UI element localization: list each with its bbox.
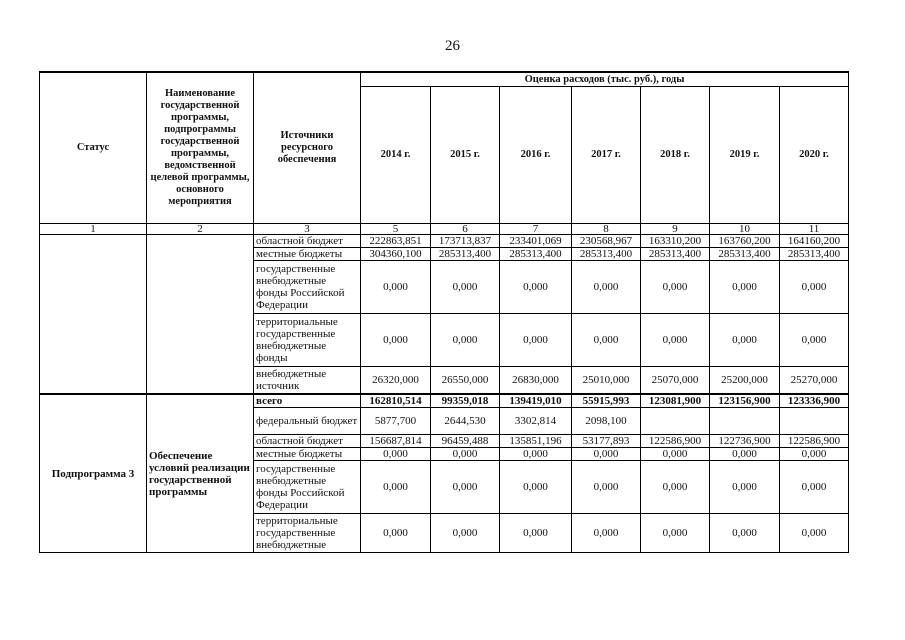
amount-cell: 163310,200 bbox=[641, 235, 710, 248]
header-year: 2015 г. bbox=[431, 87, 500, 224]
amount-cell: 25200,000 bbox=[710, 367, 780, 395]
amount-cell: 0,000 bbox=[361, 461, 431, 514]
funding-source-cell: государственные внебюджетные фонды Российской Федерации bbox=[254, 461, 361, 514]
amount-cell: 0,000 bbox=[431, 461, 500, 514]
funding-source-cell: государственные внебюджетные фонды Российской Федерации bbox=[254, 261, 361, 314]
amount-cell: 0,000 bbox=[500, 448, 572, 461]
amount-cell: 0,000 bbox=[500, 314, 572, 367]
table-row bbox=[40, 394, 849, 408]
column-number: 3 bbox=[254, 224, 361, 235]
column-number: 11 bbox=[780, 224, 849, 235]
status-cell: Подпрограмма 3 bbox=[40, 394, 147, 553]
amount-cell: 285313,400 bbox=[572, 248, 641, 261]
column-number: 7 bbox=[500, 224, 572, 235]
amount-cell: 285313,400 bbox=[431, 248, 500, 261]
amount-cell: 0,000 bbox=[710, 448, 780, 461]
status-cell bbox=[40, 235, 147, 395]
column-number: 6 bbox=[431, 224, 500, 235]
funding-source-cell: областной бюджет bbox=[254, 435, 361, 448]
amount-cell: 0,000 bbox=[710, 514, 780, 553]
amount-cell: 285313,400 bbox=[780, 248, 849, 261]
amount-cell: 53177,893 bbox=[572, 435, 641, 448]
funding-source-cell: всего bbox=[254, 394, 361, 408]
amount-cell: 123336,900 bbox=[780, 394, 849, 408]
header-program-name: Наименование государственной программы, подпрограммы государственной программы, ведомственной целевой программы, основного мероприятия bbox=[147, 72, 254, 224]
amount-cell: 0,000 bbox=[780, 514, 849, 553]
amount-cell: 25010,000 bbox=[572, 367, 641, 395]
amount-cell: 222863,851 bbox=[361, 235, 431, 248]
amount-cell: 285313,400 bbox=[500, 248, 572, 261]
amount-cell: 162810,514 bbox=[361, 394, 431, 408]
amount-cell: 2644,530 bbox=[431, 408, 500, 435]
amount-cell: 0,000 bbox=[431, 314, 500, 367]
column-number: 1 bbox=[40, 224, 147, 235]
amount-cell: 123156,900 bbox=[710, 394, 780, 408]
header-year: 2017 г. bbox=[572, 87, 641, 224]
amount-cell: 304360,100 bbox=[361, 248, 431, 261]
amount-cell: 0,000 bbox=[431, 261, 500, 314]
header-resource-source: Источники ресурсного обеспечения bbox=[254, 72, 361, 224]
amount-cell: 26830,000 bbox=[500, 367, 572, 395]
funding-source-cell: территориальные государственные внебюджетные фонды bbox=[254, 314, 361, 367]
amount-cell: 0,000 bbox=[780, 448, 849, 461]
amount-cell: 3302,814 bbox=[500, 408, 572, 435]
column-number: 8 bbox=[572, 224, 641, 235]
amount-cell: 0,000 bbox=[361, 514, 431, 553]
amount-cell: 0,000 bbox=[500, 461, 572, 514]
column-number: 5 bbox=[361, 224, 431, 235]
amount-cell: 122586,900 bbox=[780, 435, 849, 448]
program-name-cell: Обеспечение условий реализации государственной программы bbox=[147, 394, 254, 553]
amount-cell bbox=[641, 408, 710, 435]
amount-cell: 0,000 bbox=[641, 314, 710, 367]
amount-cell: 0,000 bbox=[361, 448, 431, 461]
amount-cell: 0,000 bbox=[572, 448, 641, 461]
table-row bbox=[40, 235, 849, 248]
amount-cell: 156687,814 bbox=[361, 435, 431, 448]
amount-cell: 0,000 bbox=[780, 314, 849, 367]
amount-cell: 163760,200 bbox=[710, 235, 780, 248]
amount-cell bbox=[780, 408, 849, 435]
amount-cell: 25270,000 bbox=[780, 367, 849, 395]
amount-cell: 55915,993 bbox=[572, 394, 641, 408]
funding-source-cell: территориальные государственные внебюджетные bbox=[254, 514, 361, 553]
funding-source-cell: местные бюджеты bbox=[254, 248, 361, 261]
amount-cell: 0,000 bbox=[572, 314, 641, 367]
amount-cell: 0,000 bbox=[710, 261, 780, 314]
amount-cell: 173713,837 bbox=[431, 235, 500, 248]
header-expense-estimate: Оценка расходов (тыс. руб.), годы bbox=[361, 72, 849, 87]
amount-cell: 0,000 bbox=[780, 261, 849, 314]
budget-table bbox=[39, 71, 849, 553]
amount-cell: 285313,400 bbox=[710, 248, 780, 261]
amount-cell: 0,000 bbox=[641, 448, 710, 461]
amount-cell: 0,000 bbox=[361, 261, 431, 314]
funding-source-cell: областной бюджет bbox=[254, 235, 361, 248]
header-year: 2019 г. bbox=[710, 87, 780, 224]
amount-cell: 123081,900 bbox=[641, 394, 710, 408]
amount-cell: 230568,967 bbox=[572, 235, 641, 248]
amount-cell: 285313,400 bbox=[641, 248, 710, 261]
amount-cell: 135851,196 bbox=[500, 435, 572, 448]
amount-cell: 0,000 bbox=[500, 514, 572, 553]
header-year: 2014 г. bbox=[361, 87, 431, 224]
amount-cell: 164160,200 bbox=[780, 235, 849, 248]
amount-cell: 0,000 bbox=[572, 461, 641, 514]
column-number: 9 bbox=[641, 224, 710, 235]
amount-cell: 26320,000 bbox=[361, 367, 431, 395]
header-status: Статус bbox=[40, 72, 147, 224]
amount-cell: 0,000 bbox=[780, 461, 849, 514]
amount-cell: 139419,010 bbox=[500, 394, 572, 408]
funding-source-cell: местные бюджеты bbox=[254, 448, 361, 461]
header-year: 2018 г. bbox=[641, 87, 710, 224]
amount-cell: 122736,900 bbox=[710, 435, 780, 448]
amount-cell: 26550,000 bbox=[431, 367, 500, 395]
amount-cell: 233401,069 bbox=[500, 235, 572, 248]
column-number: 2 bbox=[147, 224, 254, 235]
amount-cell: 0,000 bbox=[641, 461, 710, 514]
page-number: 26 bbox=[445, 38, 460, 54]
program-name-cell bbox=[147, 235, 254, 395]
table-body bbox=[40, 235, 849, 553]
amount-cell: 2098,100 bbox=[572, 408, 641, 435]
amount-cell: 122586,900 bbox=[641, 435, 710, 448]
amount-cell: 5877,700 bbox=[361, 408, 431, 435]
amount-cell: 0,000 bbox=[431, 514, 500, 553]
amount-cell: 0,000 bbox=[431, 448, 500, 461]
amount-cell: 0,000 bbox=[572, 261, 641, 314]
amount-cell: 0,000 bbox=[500, 261, 572, 314]
amount-cell: 0,000 bbox=[710, 314, 780, 367]
column-number: 10 bbox=[710, 224, 780, 235]
amount-cell: 99359,018 bbox=[431, 394, 500, 408]
amount-cell: 0,000 bbox=[641, 261, 710, 314]
column-number-row bbox=[40, 224, 849, 235]
amount-cell: 96459,488 bbox=[431, 435, 500, 448]
amount-cell: 0,000 bbox=[710, 461, 780, 514]
amount-cell: 25070,000 bbox=[641, 367, 710, 395]
header-year: 2020 г. bbox=[780, 87, 849, 224]
funding-source-cell: внебюджетные источник bbox=[254, 367, 361, 395]
header-year: 2016 г. bbox=[500, 87, 572, 224]
funding-source-cell: федеральный бюджет bbox=[254, 408, 361, 435]
amount-cell: 0,000 bbox=[361, 314, 431, 367]
amount-cell: 0,000 bbox=[641, 514, 710, 553]
amount-cell bbox=[710, 408, 780, 435]
amount-cell: 0,000 bbox=[572, 514, 641, 553]
